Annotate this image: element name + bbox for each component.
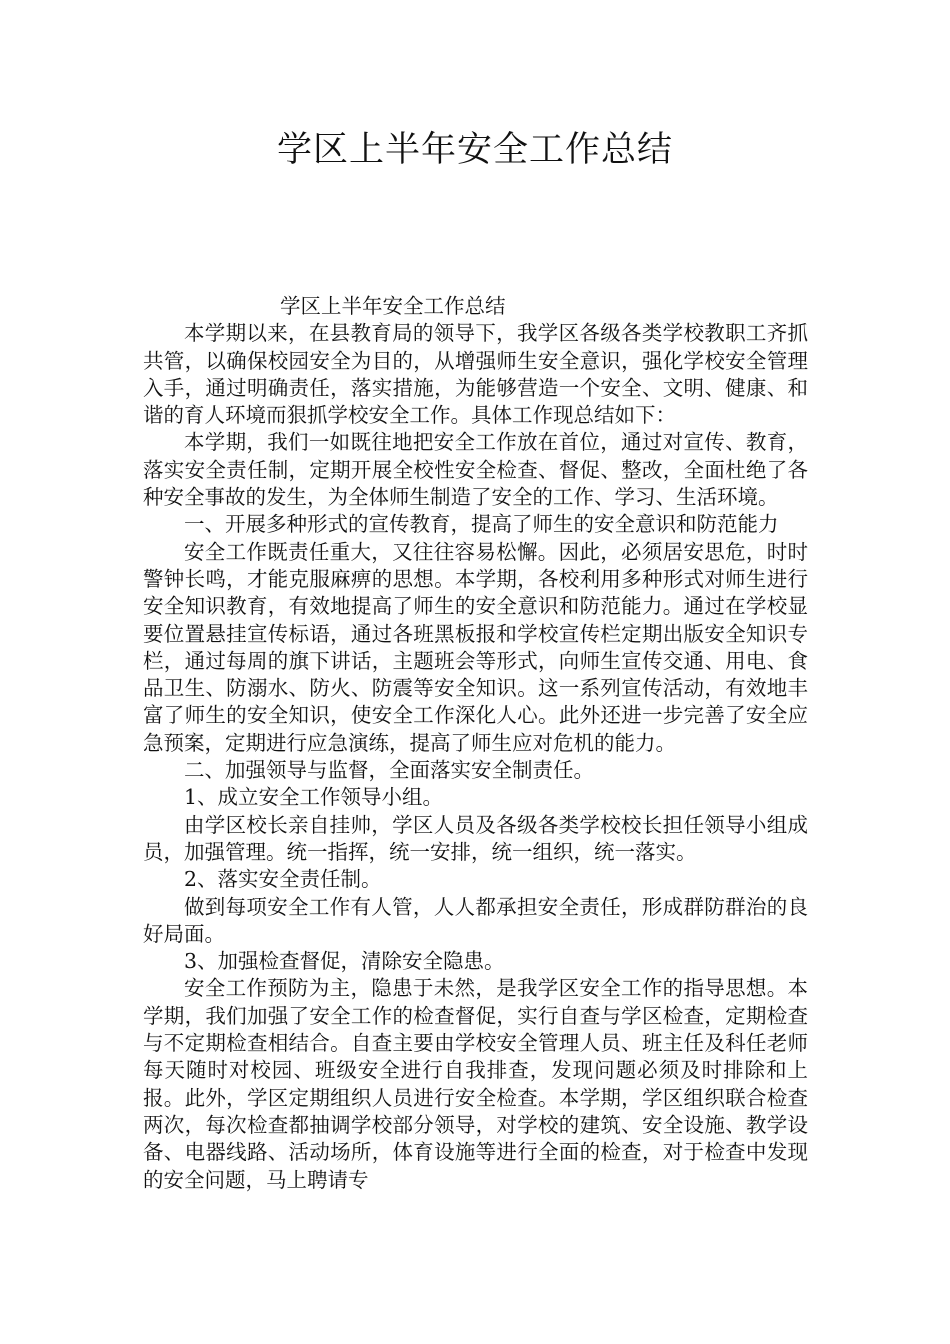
paragraph-overview: 本学期，我们一如既往地把安全工作放在首位，通过对宣传、教育，落实安全责任制，定期开展全校性安全检查、督促、整改，全面杜绝了各种安全事故的发生，为全体师生制造了安全的工作、学习、生活环境。 [143, 430, 808, 510]
paragraph-2-3: 安全工作预防为主，隐患于未然，是我学区安全工作的指导思想。本学期，我们加强了安全工作的检查督促，实行自查与学区检查，定期检查与不定期检查相结合。自查主要由学校安全管理人员、班主任及科任老师每天随时对校园、班级安全进行自我排查，发现问题必须及时排除和上报。此外，学区定期组织人员进行安全检查。本学期，学区组织联合检查两次，每次检查都抽调学校部分领导，对学校的建筑、安全设施、教学设备、电器线路、活动场所，体育设施等进行全面的检查，对于检查中发现的安全问题，马上聘请专 [143, 976, 808, 1192]
document-body [143, 293, 808, 1194]
document-title: 学区上半年安全工作总结 [276, 130, 673, 170]
section-heading-1: 一、开展多种形式的宣传教育，提高了师生的安全意识和防范能力 [184, 512, 779, 537]
subheading-2-1: 1、成立安全工作领导小组。 [184, 785, 444, 810]
paragraph-2-1: 由学区校长亲自挂帅，学区人员及各级各类学校校长担任领导小组成员，加强管理。统一指挥，统一安排，统一组织，统一落实。 [143, 812, 808, 864]
subheading-2-2: 2、落实安全责任制。 [184, 867, 382, 892]
document-subtitle: 学区上半年安全工作总结 [280, 294, 506, 318]
section-heading-2: 二、加强领导与监督，全面落实安全制责任。 [184, 758, 594, 783]
subheading-2-3: 3、加强检查督促，清除安全隐患。 [184, 949, 505, 974]
paragraph-2-2: 做到每项安全工作有人管，人人都承担安全责任，形成群防群治的良好局面。 [143, 894, 808, 946]
paragraph-intro: 本学期以来，在县教育局的领导下，我学区各级各类学校教职工齐抓共管，以确保校园安全为目的，从增强师生安全意识，强化学校安全管理入手，通过明确责任，落实措施，为能够营造一个安全、文明、健康、和谐的育人环境而狠抓学校安全工作。具体工作现总结如下： [143, 321, 808, 428]
paragraph-section-1: 安全工作既责任重大，又往往容易松懈。因此，必须居安思危，时时警钟长鸣，才能克服麻痹的思想。本学期，各校利用多种形式对师生进行安全知识教育，有效地提高了师生的安全意识和防范能力。通过在学校显要位置悬挂宣传标语，通过各班黑板报和学校宣传栏定期出版安全知识专栏，通过每周的旗下讲话，主题班会等形式，向师生宣传交通、用电、食品卫生、防溺水、防火、防震等安全知识。这一系列宣传活动，有效地丰富了师生的安全知识，使安全工作深化人心。此外还进一步完善了安全应急预案，定期进行应急演练，提高了师生应对危机的能力。 [143, 539, 808, 755]
